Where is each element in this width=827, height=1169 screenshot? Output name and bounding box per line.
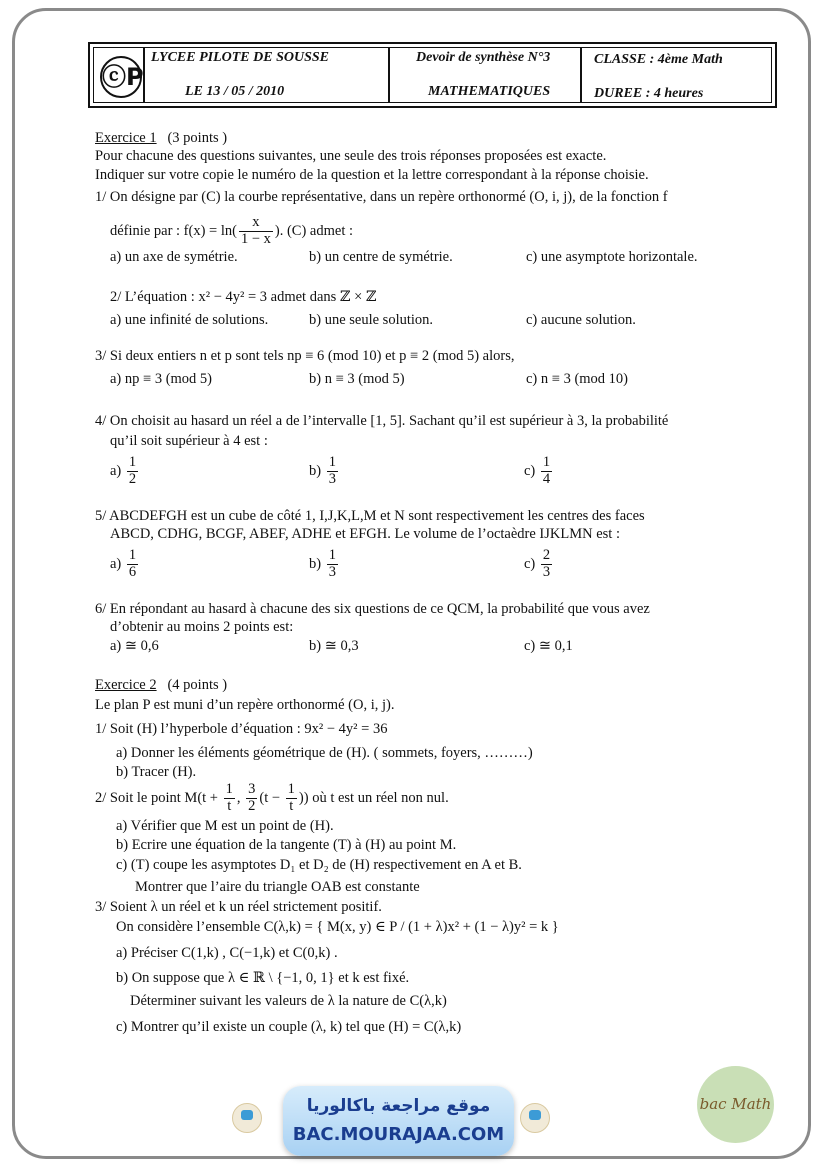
ex1-heading [95,130,227,147]
q4-c-den: 4 [542,470,551,487]
q2-frac1 [224,782,235,815]
exam-class: CLASSE : 4ème Math [594,52,723,67]
q5-c-fraction [541,548,552,581]
ex1-q6-line1: 6/ En répondant au hasard à chacune des six questions de ce QCM, la probabilité que vous avez [95,601,650,617]
ex1-q3-a: a) np ≡ 3 (mod 5) [110,371,213,387]
ex1-intro2: Indiquer sur votre copie le numéro de la question et la lettre correspondant à la réponse choisie. [95,167,649,183]
ex2-q1-b: b) Tracer (H). [116,764,197,780]
q2-sep: , [236,789,245,806]
school-logo-icon: ⓒP [100,56,142,98]
school-cell [144,47,389,103]
ex2-q3-line: 3/ Soient λ un réel et k un réel strictement positif. [95,899,382,915]
ex1-q3-line: 3/ Si deux entiers n et p sont tels np ≡ 6 (mod 10) et p ≡ 2 (mod 5) alors, [95,348,515,364]
q5-a-fraction [127,548,138,581]
ex2-q2-c2: Montrer que l’aire du triangle OAB est constante [135,879,420,895]
q5-c-num: 2 [542,547,551,563]
ex1-q1-line1: 1/ On désigne par (C) la courbe représentative, dans un repère orthonormé (O, i, j), de la fonction f [95,189,668,205]
q4-c-label: c) [524,462,536,479]
q5-b-den: 3 [328,563,336,580]
ex2-heading [95,677,227,694]
q1-fraction [239,215,273,248]
ex1-q1-line2 [110,215,353,248]
ex2-q3-set: On considère l’ensemble C(λ,k) = { M(x, y) ∈ P / (1 + λ)x² + (1 − λ)y² = k } [116,919,559,935]
site-banner[interactable] [283,1086,514,1156]
q5-c-den: 3 [542,563,551,580]
left-site-logo-icon [232,1103,262,1133]
class-cell [581,47,772,103]
site-banner-arabic: موقع مراجعة باكالوريا [306,1096,491,1116]
ex1-q5-line2: ABCD, CDHG, BCGF, ABEF, ADHE et EFGH. Le volume de l’octaèdre IJKLMN est : [110,526,620,542]
ex2-q2-c: c) (T) coupe les asymptotes D₁ et D₂ de (H) respectivement en A et B. [116,857,522,873]
ex1-q4-line1: 4/ On choisit au hasard un réel a de l’intervalle [1, 5]. Sachant qu’il est supérieur à 3, la probabilité [95,413,669,429]
q5-b-label: b) [309,555,322,572]
exam-date: LE 13 / 05 / 2010 [185,84,285,99]
exam-duration: DUREE : 4 heures [594,86,704,101]
exam-title: Devoir de synthèse N°3 [416,50,551,65]
ex1-q6-c: c) ≅ 0,1 [524,638,573,654]
q4-c-fraction [541,455,552,488]
ex1-q2-a: a) une infinité de solutions. [110,312,269,328]
site-banner-url[interactable]: BAC.MOURAJAA.COM [292,1124,505,1145]
ex2-intro: Le plan P est muni d’un repère orthonormé (O, i, j). [95,697,395,713]
q4-b-den: 3 [328,470,336,487]
q4-c-num: 1 [542,454,551,470]
q1-frac-den: 1 − x [240,230,271,247]
q2-f3-num: 1 [287,781,295,797]
q2-f2-den: 2 [248,797,256,814]
q2-f3-den: t [289,797,294,814]
q1-def-end: ). (C) admet : [274,222,354,239]
right-site-logo-icon [520,1103,550,1133]
ex2-q3-a: a) Préciser C(1,k) , C(−1,k) et C(0,k) . [116,945,338,961]
ex1-q1-c: c) une asymptote horizontale. [526,249,698,265]
q2-paren: (t − [259,789,284,806]
school-name: LYCEE PILOTE DE SOUSSE [151,50,330,65]
ex1-q5-line1: 5/ ABCDEFGH est un cube de côté 1, I,J,K,L,M et N sont respectivement les centres des faces [95,508,645,524]
ex1-q6-line2: d’obtenir au moins 2 points est: [110,619,294,635]
logo-cell [93,47,144,103]
q4-b-fraction [327,455,338,488]
bac-math-badge: bac Math [697,1066,774,1143]
ex2-title: Exercice 2 [95,677,157,693]
exam-header [88,42,777,108]
q2-frac3 [286,782,297,815]
q2-frac2 [246,782,257,815]
q5-c-label: c) [524,555,536,572]
ex1-q4-c [524,455,554,488]
q5-a-label: a) [110,555,122,572]
ex1-q5-b [309,548,340,581]
q4-b-label: b) [309,462,322,479]
ex1-q3-c: c) n ≡ 3 (mod 10) [526,371,629,387]
ex2-q2-a: a) Vérifier que M est un point de (H). [116,818,334,834]
q5-b-fraction [327,548,338,581]
exam-cell [389,47,581,103]
ex2-q1-a: a) Donner les éléments géométrique de (H). ( sommets, foyers, ………) [116,745,533,761]
q5-a-num: 1 [128,547,137,563]
ex1-q4-b [309,455,340,488]
q2-f1-num: 1 [225,781,233,797]
ex1-points: (3 points ) [167,130,228,146]
q1-def-start: définie par : f(x) = ln( [110,222,237,239]
ex2-q3-b2: Déterminer suivant les valeurs de λ la nature de C(λ,k) [130,993,447,1009]
ex1-q2-line: 2/ L’équation : x² − 4y² = 3 admet dans ℤ × ℤ [110,289,377,305]
ex1-q2-c: c) aucune solution. [526,312,636,328]
ex1-q4-line2: qu’il soit supérieur à 4 est : [110,433,268,449]
ex2-q2-line [95,782,449,815]
ex1-q2-b: b) une seule solution. [309,312,434,328]
ex1-q4-a [110,455,140,488]
exam-subject: MATHEMATIQUES [428,84,551,99]
ex1-title: Exercice 1 [95,130,157,146]
q2-f1-den: t [227,797,232,814]
ex2-q3-b: b) On suppose que λ ∈ ℝ \ {−1, 0, 1} et k est fixé. [116,970,410,986]
q4-a-num: 1 [128,454,137,470]
q1-frac-num: x [239,215,273,232]
ex1-q1-b: b) un centre de symétrie. [309,249,453,265]
q2-point-start: 2/ Soit le point M(t + [95,789,222,806]
ex2-q3-c: c) Montrer qu’il existe un couple (λ, k) tel que (H) = C(λ,k) [116,1019,462,1035]
ex1-q5-c [524,548,554,581]
ex2-q1-line: 1/ Soit (H) l’hyperbole d’équation : 9x² − 4y² = 36 [95,721,388,737]
q2-f2-num: 3 [248,781,256,797]
q4-a-den: 2 [128,470,137,487]
ex1-intro1: Pour chacune des questions suivantes, une seule des trois réponses proposées est exacte. [95,148,607,164]
q2-point-end: )) où t est un réel non nul. [298,789,449,806]
ex2-q2-b: b) Ecrire une équation de la tangente (T) à (H) au point M. [116,837,457,853]
ex1-q6-b: b) ≅ 0,3 [309,638,359,654]
ex1-q5-a [110,548,140,581]
ex2-points: (4 points ) [167,677,228,693]
q4-a-fraction [127,455,138,488]
ex1-q6-a: a) ≅ 0,6 [110,638,159,654]
q5-a-den: 6 [128,563,137,580]
q4-b-num: 1 [328,454,336,470]
ex1-q3-b: b) n ≡ 3 (mod 5) [309,371,405,387]
q5-b-num: 1 [328,547,336,563]
q4-a-label: a) [110,462,122,479]
ex1-q1-a: a) un axe de symétrie. [110,249,238,265]
